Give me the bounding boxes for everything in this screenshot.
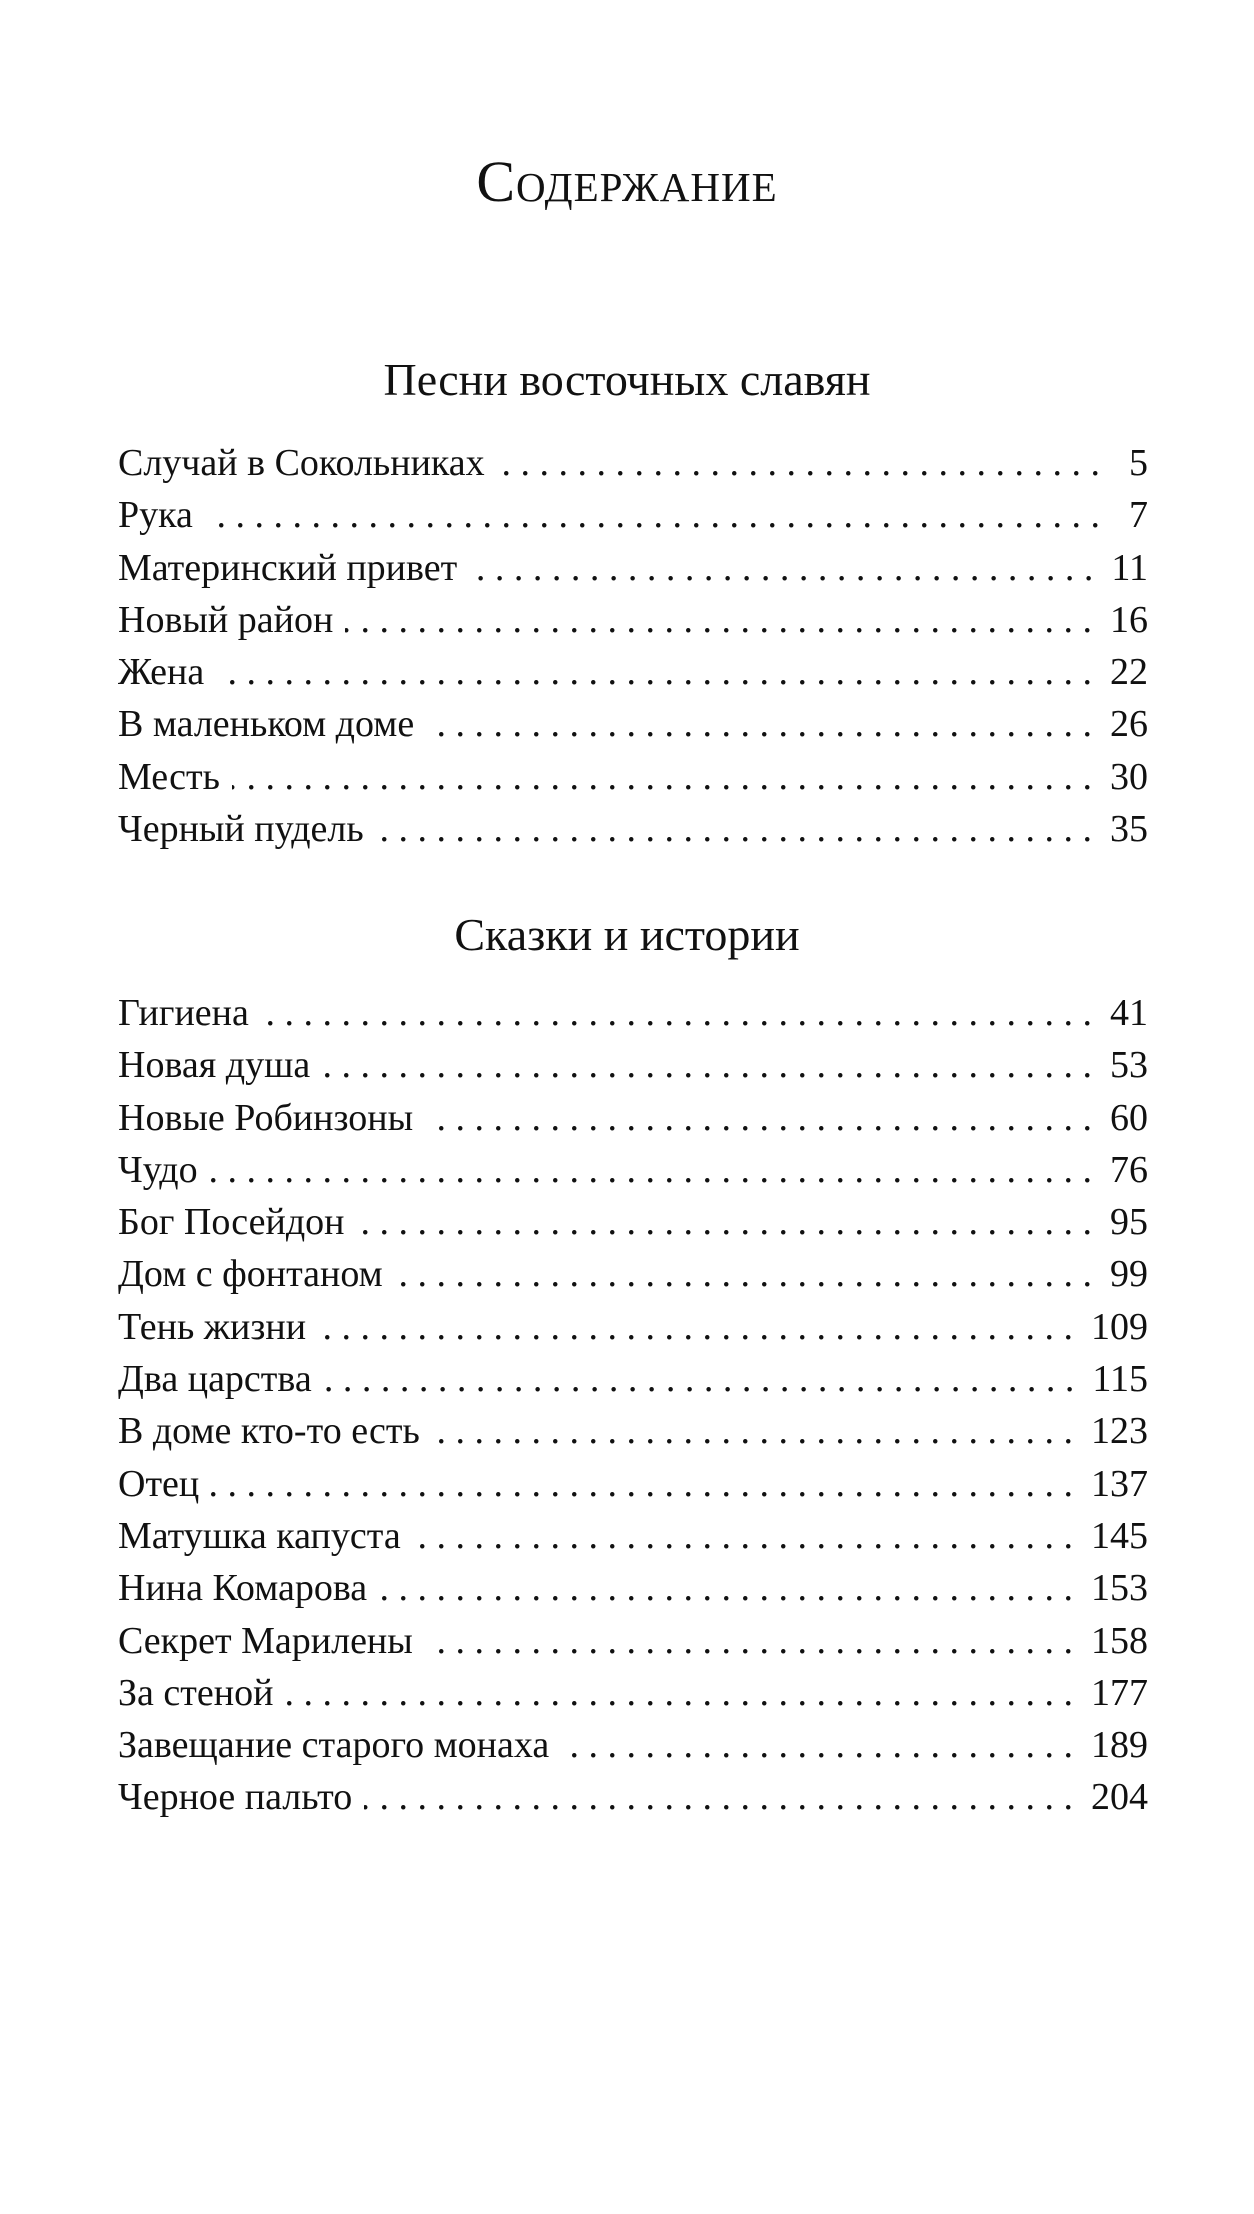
toc-entry-page: 11	[1111, 546, 1148, 589]
toc-entry[interactable]	[118, 803, 1148, 855]
toc-entry[interactable]	[118, 542, 1148, 594]
toc-entry-title: Нина Комарова	[118, 1567, 368, 1610]
toc-entry[interactable]	[118, 1615, 1148, 1667]
toc-entry-title: За стеной	[118, 1671, 274, 1714]
toc-entry-title: Отец	[118, 1462, 200, 1505]
toc-entry-title: Новый район	[118, 598, 334, 641]
toc-entry[interactable]	[118, 1039, 1148, 1091]
toc-entry-title: Новые Робинзоны	[118, 1096, 414, 1139]
dot-leader	[379, 1562, 1091, 1614]
toc-entry-title: В маленьком доме	[118, 703, 415, 746]
dot-leader	[324, 1353, 1093, 1405]
toc-entry[interactable]	[118, 1301, 1148, 1353]
dot-leader	[210, 1144, 1110, 1196]
toc-entry-title: В доме кто-то есть	[118, 1410, 420, 1453]
toc-entry-title: Случай в Сокольниках	[118, 442, 485, 484]
dot-leader	[376, 803, 1110, 855]
dot-leader	[432, 1405, 1091, 1457]
toc-section-list	[118, 437, 1148, 855]
dot-leader	[205, 489, 1118, 541]
section-heading: Песни восточных славян	[383, 354, 871, 405]
toc-entry[interactable]	[118, 1196, 1148, 1248]
toc-entry-page: 177	[1091, 1671, 1148, 1714]
toc-entry-title: Жена	[118, 651, 205, 694]
toc-entry-title: Бог Посейдон	[118, 1201, 345, 1244]
toc-entry-page: 60	[1110, 1096, 1148, 1139]
section-heading: Сказки и истории	[454, 909, 800, 960]
toc-entry[interactable]	[118, 1458, 1148, 1510]
toc-entry-page: 76	[1110, 1148, 1148, 1191]
toc-entry-page: 137	[1091, 1462, 1148, 1505]
toc-entry-page: 204	[1091, 1776, 1148, 1819]
toc-entry[interactable]	[118, 1771, 1148, 1823]
toc-entry-title: Дом с фонтаном	[118, 1253, 383, 1296]
toc-entry[interactable]	[118, 437, 1148, 489]
dot-leader	[318, 1301, 1091, 1353]
toc-entry-title: Месть	[118, 755, 220, 798]
dot-leader	[216, 646, 1110, 698]
dot-leader	[261, 987, 1110, 1039]
toc-entry-page: 22	[1110, 651, 1148, 694]
toc-entry-page: 26	[1110, 703, 1148, 746]
dot-leader	[232, 751, 1110, 803]
toc-entry-title: Завещание старого монаха	[118, 1724, 550, 1767]
dot-leader	[469, 542, 1111, 594]
dot-leader	[413, 1510, 1091, 1562]
toc-entry-page: 109	[1091, 1305, 1148, 1348]
page-title: Содержание	[476, 149, 778, 214]
toc-entry-title: Материнский привет	[118, 546, 458, 589]
dot-leader	[395, 1248, 1110, 1300]
toc-entry[interactable]	[118, 489, 1148, 541]
toc-entry[interactable]	[118, 1719, 1148, 1771]
dot-leader	[425, 1615, 1091, 1667]
dot-leader	[497, 437, 1118, 489]
toc-entry-title: Тень жизни	[118, 1305, 307, 1348]
dot-leader	[322, 1039, 1110, 1091]
toc-entry-page: 115	[1092, 1358, 1148, 1401]
dot-leader	[285, 1667, 1091, 1719]
toc-entry-page: 5	[1129, 442, 1148, 484]
toc-entry-title: Гигиена	[118, 992, 249, 1034]
toc-entry-title: Секрет Марилены	[118, 1619, 413, 1662]
toc-entry-title: Рука	[118, 494, 193, 537]
toc-entry[interactable]	[118, 1092, 1148, 1144]
toc-entry[interactable]	[118, 751, 1148, 803]
toc-entry-page: 35	[1110, 808, 1148, 851]
toc-entry-page: 189	[1091, 1724, 1148, 1767]
toc-entry[interactable]	[118, 1562, 1148, 1614]
toc-entry-page: 145	[1091, 1514, 1148, 1557]
toc-entry[interactable]	[118, 1405, 1148, 1457]
toc-entry[interactable]	[118, 1144, 1148, 1196]
toc-entry-page: 30	[1110, 755, 1148, 798]
dot-leader	[426, 698, 1110, 750]
toc-entry-page: 158	[1091, 1619, 1148, 1662]
toc-entry-page: 123	[1091, 1410, 1148, 1453]
toc-entry[interactable]	[118, 594, 1148, 646]
toc-entry-title: Черный пудель	[118, 808, 364, 851]
toc-entry-page: 95	[1110, 1201, 1148, 1244]
dot-leader	[364, 1771, 1091, 1823]
toc-entry-page: 53	[1110, 1044, 1148, 1087]
toc-entry-page: 153	[1091, 1567, 1148, 1610]
toc-entry-title: Матушка капуста	[118, 1514, 401, 1557]
dot-leader	[345, 594, 1110, 646]
toc-entry-title: Новая душа	[118, 1044, 311, 1087]
toc-entry-title: Чудо	[118, 1148, 198, 1191]
toc-entry[interactable]	[118, 1353, 1148, 1405]
toc-section-list	[118, 987, 1148, 1824]
toc-entry[interactable]	[118, 698, 1148, 750]
toc-entry-title: Два царства	[118, 1358, 312, 1401]
toc-entry[interactable]	[118, 1667, 1148, 1719]
toc-entry-title: Черное пальто	[118, 1776, 353, 1819]
toc-entry[interactable]	[118, 646, 1148, 698]
dot-leader	[561, 1719, 1091, 1771]
dot-leader	[357, 1196, 1111, 1248]
toc-entry[interactable]	[118, 987, 1148, 1039]
toc-entry[interactable]	[118, 1248, 1148, 1300]
toc-entry-page: 7	[1129, 494, 1148, 537]
toc-entry[interactable]	[118, 1510, 1148, 1562]
dot-leader	[425, 1092, 1110, 1144]
toc-entry-page: 16	[1110, 598, 1148, 641]
dot-leader	[211, 1458, 1091, 1510]
toc-entry-page: 99	[1110, 1253, 1148, 1296]
toc-entry-page: 41	[1110, 992, 1148, 1034]
